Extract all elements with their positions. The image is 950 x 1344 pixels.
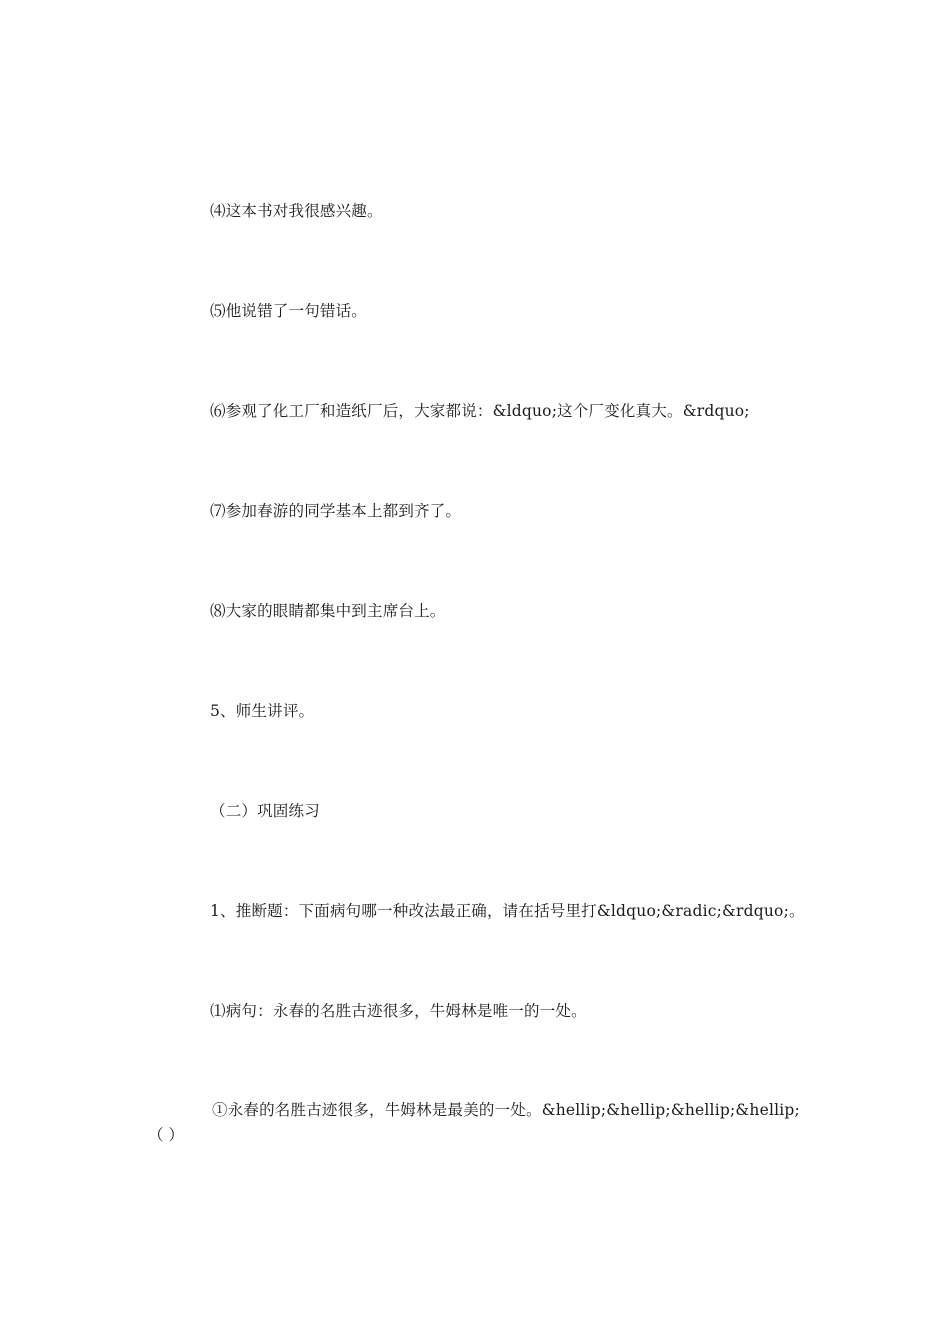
answer-bracket: （ ）: [148, 1126, 184, 1144]
paragraph-item-5: ⑸他说错了一句错话。: [210, 302, 368, 320]
paragraph-item-7: ⑺参加春游的同学基本上都到齐了。: [210, 502, 462, 520]
option-1: ①永春的名胜古迹很多，牛姆林是最美的一处。&hellip;&hellip;&hellip;&hellip;: [212, 1101, 800, 1119]
paragraph-item-4: ⑷这本书对我很感兴趣。: [210, 202, 383, 220]
faulty-sentence: ⑴病句：永春的名胜古迹很多，牛姆林是唯一的一处。: [210, 1002, 587, 1020]
step-heading: 5、师生讲评。: [210, 702, 315, 720]
paragraph-item-8: ⑻大家的眼睛都集中到主席台上。: [210, 602, 446, 620]
exercise-instruction: 1、推断题：下面病句哪一种改法最正确，请在括号里打&ldquo;&radic;&rdquo;。: [210, 902, 805, 920]
section-heading: （二）巩固练习: [210, 802, 320, 820]
paragraph-item-6: ⑹参观了化工厂和造纸厂后，大家都说：&ldquo;这个厂变化真大。&rdquo;: [210, 402, 750, 420]
